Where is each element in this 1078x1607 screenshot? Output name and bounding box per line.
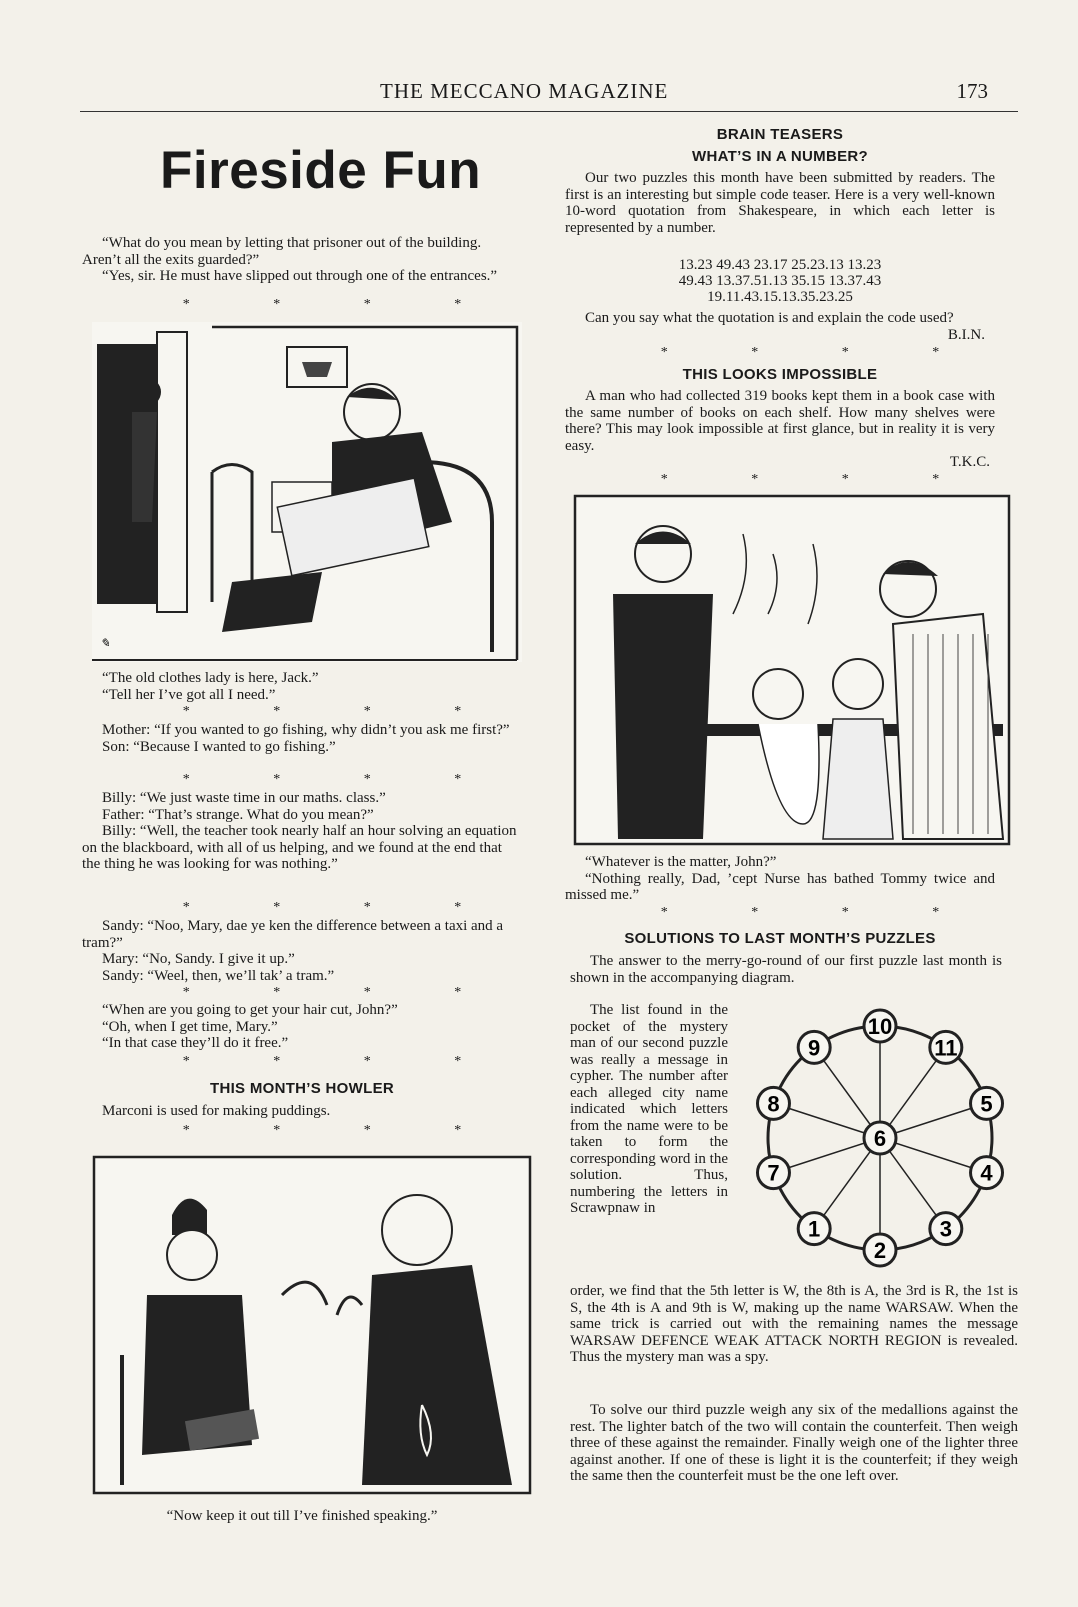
- caption-old-clothes: [82, 670, 522, 703]
- joke-line: “Yes, sir. He must have slipped out through one of the entrances.”: [102, 268, 498, 284]
- howler-line: Marconi is used for making puddings.: [102, 1103, 331, 1119]
- cartoon-bath: [573, 494, 1011, 846]
- article-title: Fireside Fun: [160, 141, 482, 200]
- page-number: 173: [956, 79, 988, 103]
- separator-stars: * * * *: [182, 704, 502, 719]
- magazine-title: THE MECCANO MAGAZINE: [380, 79, 669, 103]
- wheel-node-label: 7: [767, 1160, 780, 1186]
- joke-line: Mother: “If you wanted to go fishing, why didn’t you ask me first?”: [102, 722, 510, 738]
- cartoon-policeman: [92, 1155, 532, 1495]
- joke-line: Sandy: “Noo, Mary, dae ye ken the difference between a taxi and a tram?”: [82, 918, 504, 951]
- number-puzzle-question: [565, 310, 995, 327]
- caption-policeman: “Now keep it out till I’ve finished speaking.”: [166, 1508, 438, 1524]
- caption-line: “The old clothes lady is here, Jack.”: [102, 670, 319, 686]
- separator-stars: * * * *: [182, 900, 502, 915]
- page-header: [80, 75, 1018, 112]
- separator-stars: * * * *: [182, 772, 502, 787]
- solutions-cypher-part2: [570, 1283, 1018, 1366]
- separator-stars: * * * *: [182, 297, 502, 312]
- wheel-node-label: 1: [808, 1216, 821, 1242]
- joke-line: Billy: “We just waste time in our maths. class.”: [102, 790, 386, 806]
- wheel-node-label: 9: [808, 1035, 821, 1061]
- solutions-medallions: [570, 1402, 1018, 1485]
- wheel-node-label: 11: [934, 1035, 958, 1061]
- cartoon-drawing: [92, 322, 522, 662]
- separator-stars: * * * *: [660, 345, 980, 360]
- caption-line: “Tell her I’ve got all I need.”: [102, 686, 276, 703]
- impossible-heading: THIS LOOKS IMPOSSIBLE: [682, 366, 878, 383]
- joke-line: Mary: “No, Sandy. I give it up.”: [102, 951, 295, 967]
- joke-fishing: [82, 722, 522, 755]
- joke-maths: [82, 790, 522, 873]
- brain-teasers-heading: BRAIN TEASERS: [716, 126, 844, 143]
- separator-stars: * * * *: [660, 472, 980, 487]
- wheel-center-label: 6: [873, 1126, 887, 1151]
- wheel-node-label: 4: [980, 1160, 993, 1186]
- joke-line: “When are you going to get your hair cut, John?”: [102, 1002, 398, 1018]
- impossible-text: [565, 388, 995, 454]
- paragraph: order, we find that the 5th letter is W, the 8th is A, the 3rd is R, the 1st is S, the 4th is A and 9th is W, making up the name WARSAW. When the same trick is carried out with the remaining names the message WARSAW DEFENCE WEAK ATTACK NORTH REGION is revealed. Thus the mystery man was a spy.: [570, 1283, 1018, 1365]
- howler-text: [82, 1103, 522, 1120]
- paragraph: A man who had collected 319 books kept them in a book case with the same number of books on each shelf. How many shelves were there? This may look impossible at first glance, but in reality it is very easy.: [565, 388, 995, 454]
- signature-bin: B.I.N.: [947, 327, 985, 343]
- code-line: 13.23 49.43 23.17 25.23.13 13.23: [678, 257, 882, 273]
- joke-line: “What do you mean by letting that prisoner out of the building. Aren’t all the exits guarded?”: [82, 235, 482, 268]
- wheel-node-label: 10: [867, 1014, 893, 1039]
- solutions-heading: SOLUTIONS TO LAST MONTH’S PUZZLES: [624, 930, 936, 947]
- separator-stars: * * * *: [182, 985, 502, 1000]
- joke-line: Son: “Because I wanted to go fishing.”: [102, 738, 336, 755]
- joke-haircut: [82, 1002, 522, 1052]
- cartoon-drawing: [92, 1155, 532, 1495]
- wheel-node-label: 5: [980, 1091, 993, 1117]
- paragraph: Can you say what the quotation is and explain the code used?: [585, 310, 954, 326]
- merry-go-round-diagram: [740, 998, 1020, 1278]
- code-line: 19.11.43.15.13.35.23.25: [707, 289, 853, 305]
- joke-line: Billy: “Well, the teacher took nearly half an hour solving an equation on the blackboard, with all of us helping, and we found at the end that the thing he was looking for was nothing.”: [82, 823, 517, 872]
- joke-prisoner: [82, 235, 522, 285]
- joke-line: “Oh, when I get time, Mary.”: [102, 1018, 278, 1035]
- wheel-node-label: 8: [767, 1091, 780, 1117]
- paragraph: Our two puzzles this month have been submitted by readers. The first is an interesting but simple code teaser. Here is a very well-known 10-word quotation from Shakespeare, in which each letter is represented by a number.: [565, 170, 995, 236]
- solutions-cypher-part1: [570, 1002, 728, 1217]
- signature-tkc: T.K.C.: [949, 454, 990, 470]
- caption-bath: [565, 854, 995, 904]
- number-puzzle-intro: [565, 170, 995, 236]
- code-line: 49.43 13.37.51.13 35.15 13.37.43: [678, 273, 882, 289]
- paragraph: The answer to the merry-go-round of our first puzzle last month is shown in the accompanying diagram.: [570, 953, 1002, 986]
- caption-line: “Nothing really, Dad, ’cept Nurse has bathed Tommy twice and missed me.”: [565, 870, 995, 903]
- number-puzzle-heading: WHAT’S IN A NUMBER?: [692, 148, 868, 165]
- joke-taxi: [82, 918, 522, 984]
- joke-line: Father: “That’s strange. What do you mean?”: [102, 806, 374, 823]
- cartoon-old-clothes-lady: [92, 322, 522, 662]
- code-block: [565, 257, 995, 305]
- separator-stars: * * * *: [660, 905, 980, 920]
- separator-stars: * * * *: [182, 1123, 502, 1138]
- wheel-svg: [740, 998, 1020, 1278]
- joke-line: Sandy: “Weel, then, we’ll tak’ a tram.”: [102, 967, 335, 984]
- cartoon-drawing: [573, 494, 1011, 846]
- solutions-intro: [570, 953, 1002, 986]
- paragraph: The list found in the pocket of the mystery man of our second puzzle was really a message in cypher. The number after each alleged city name indicated which letters from the name were to be taken to form the corresponding word in the solution. Thus, numbering the letters in Scrawpnaw in: [570, 1002, 728, 1216]
- paragraph: To solve our third puzzle weigh any six of the medallions against the rest. The lighter batch of the two will contain the counterfeit. Then weigh three of these against the remainder. Finally weigh one of the lighter three against another. If one of these is light it is the counterfeit; if they weigh the same then the counterfeit must be the one left over.: [570, 1402, 1018, 1484]
- separator-stars: * * * *: [182, 1054, 502, 1069]
- caption-line: “Whatever is the matter, John?”: [585, 854, 777, 870]
- howler-heading: THIS MONTH’S HOWLER: [209, 1080, 395, 1097]
- wheel-node-label: 2: [873, 1238, 887, 1263]
- svg-text:✎: ✎: [100, 636, 111, 650]
- joke-line: “In that case they’ll do it free.”: [102, 1035, 289, 1051]
- wheel-node-label: 3: [939, 1216, 952, 1242]
